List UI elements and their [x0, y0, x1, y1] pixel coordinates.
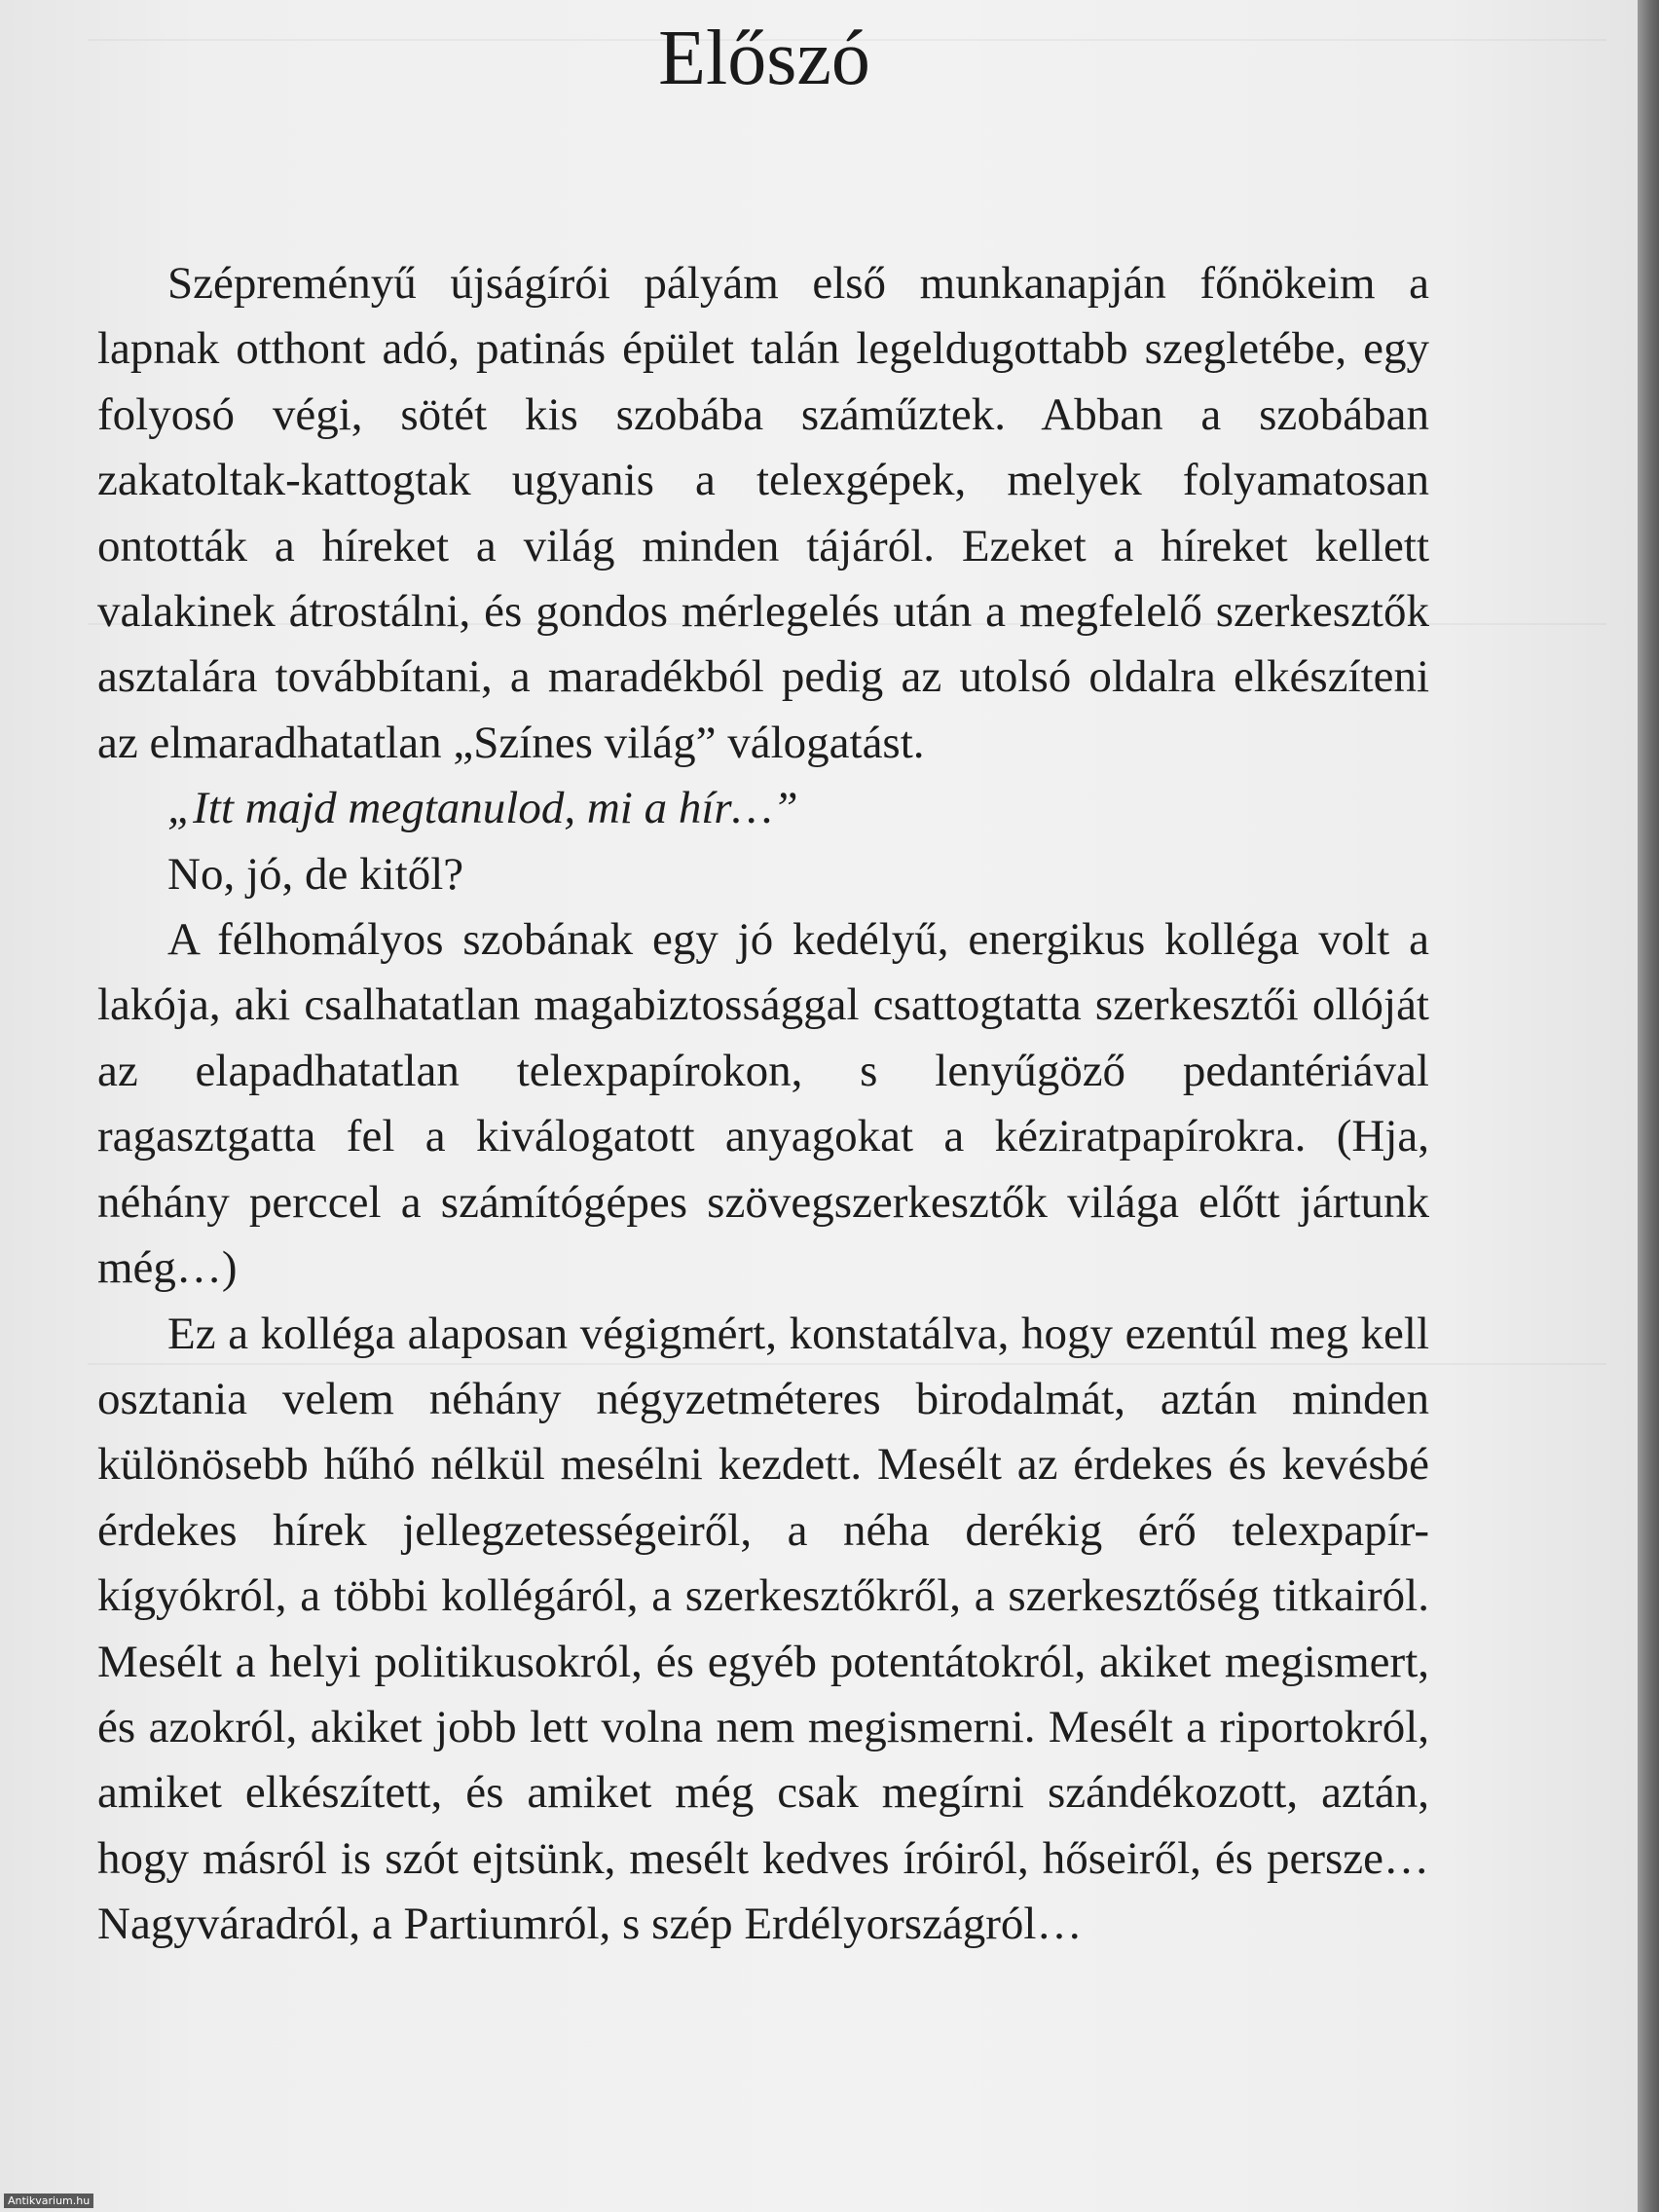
paragraph: A félhomályos szobának egy jó kedélyű, energikus kolléga volt a lakója, aki csalhatatlan magabiztossággal csattogtatta szerkesztői ollóját az elapadhatatlan telexpapírokon, s lenyűgöző pedantériával ragasztgatta fel a kiválogatott anyagokat a kéziratpapírokra. (Hja, néhány perccel a számítógépes szövegszerkesztők világa előtt jártunk még…): [97, 914, 1429, 1294]
book-gutter-shadow: [1638, 0, 1659, 2212]
body-text: [97, 251, 1429, 1958]
paragraph: Ez a kolléga alaposan végigmért, konstatálva, hogy ezentúl meg kell osztania velem néhány négyzetméteres birodalmát, aztán minden különösebb hűhó nélkül mesélni kezdett. Mesélt az érdekes és kevésbé érdekes hírek jellegzetességeiről, a néha derékig érő telexpapír-kígyókról, a többi kollégáról, a szerkesztőkről, a szerkesztőség titkairól. Mesélt a helyi politikusokról, és egyéb potentátokról, akiket megismert, és azokról, akiket jobb lett volna nem megismerni. Mesélt a riportokról, amiket elkészített, és amiket még csak megírni szándékozott, aztán, hogy másról is szót ejtsünk, mesélt kedves íróiról, hőseiről, és persze… Nagyváradról, a Partiumról, s szép Erdélyországról…: [97, 1308, 1429, 1950]
watermark: Antikvarium.hu: [4, 2194, 93, 2208]
page-title: Előszó: [658, 16, 870, 101]
paragraph: No, jó, de kitől?: [167, 848, 464, 900]
quote-paragraph: „Itt majd megtanulod, mi a hír…”: [167, 783, 798, 834]
paragraph: Szépreményű újságírói pályám első munkanapján főnökeim a lapnak otthont adó, patinás épület talán legeldugottabb szegletébe, egy folyosó végi, sötét kis szobába száműztek. Abban a szobában zakatoltak-kattogtak ugyanis a telexgépek, melyek folyamatosan ontották a híreket a világ minden tájáról. Ezeket a híreket kellett valakinek átrostálni, és gondos mérlegelés után a megfelelő szerkesztők asztalára továbbítani, a maradékból pedig az utolsó oldalra elkészíteni az elmaradhatatlan „Színes világ” válogatást.: [97, 258, 1429, 768]
